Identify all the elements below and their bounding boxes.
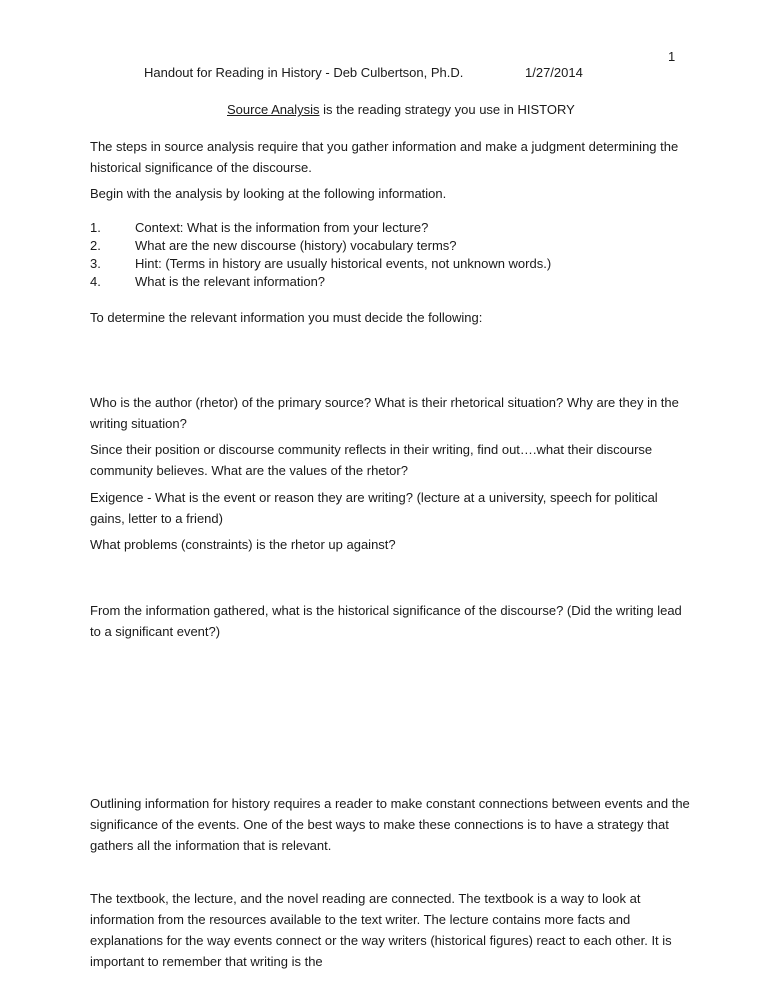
list-item-number: 3. (90, 256, 101, 271)
list-item (90, 255, 690, 273)
list-item-text: What is the relevant information? (135, 274, 326, 289)
list-item-number: 2. (90, 238, 101, 253)
paragraph-problems: What problems (constraints) is the rhetor up against? (90, 537, 396, 552)
list-item-number: 4. (90, 274, 101, 289)
list-item-text: What are the new discourse (history) vocabulary terms? (135, 238, 457, 253)
paragraph-outlining: Outlining information for history requires a reader to make constant connections between events and the significance of the events. One of the best ways to make these connections is to have a strategy that gathers all the information that is relevant. (90, 796, 690, 853)
section-heading (227, 99, 575, 120)
list-item-number: 1. (90, 220, 101, 235)
paragraph-determine: To determine the relevant information you must decide the following: (90, 310, 483, 325)
paragraph-author: Who is the author (rhetor) of the primary source? What is their rhetorical situation? Why are they in the writing situation? (90, 395, 679, 431)
paragraph-begin: Begin with the analysis by looking at the following information. (90, 186, 447, 201)
paragraph-exigence: Exigence - What is the event or reason they are writing? (lecture at a university, speech for political gains, letter to a friend) (90, 490, 658, 526)
paragraph-position: Since their position or discourse community reflects in their writing, find out….what their discourse community believes. What are the values of the rhetor? (90, 442, 653, 478)
paragraph-textbook: The textbook, the lecture, and the novel reading are connected. The textbook is a way to look at information from the resources available to the text writer. The lecture contains more facts and explanations for the way events connect or the way writers (historical figures) react to each other. It is important to remember that writing is the (90, 891, 672, 969)
list-item-text: Context: What is the information from your lecture? (135, 220, 429, 235)
paragraph-significance: From the information gathered, what is the historical significance of the discourse? (Did the writing lead to a significant event?) (90, 603, 682, 639)
paragraph-steps: The steps in source analysis require that you gather information and make a judgment determining the historical significance of the discourse. (90, 139, 679, 175)
header-date: 1/27/2014 (525, 65, 583, 80)
heading-rest: is the reading strategy you use in HISTORY (319, 102, 575, 117)
list-item (90, 219, 690, 237)
list-item-text: Hint: (Terms in history are usually historical events, not unknown words.) (135, 256, 552, 271)
heading-underlined-term: Source Analysis (227, 102, 320, 117)
page-number: 1 (668, 49, 676, 64)
header-title: Handout for Reading in History - Deb Culbertson, Ph.D. (144, 65, 464, 80)
list-item (90, 273, 690, 291)
list-item (90, 237, 690, 255)
numbered-list (90, 219, 690, 291)
